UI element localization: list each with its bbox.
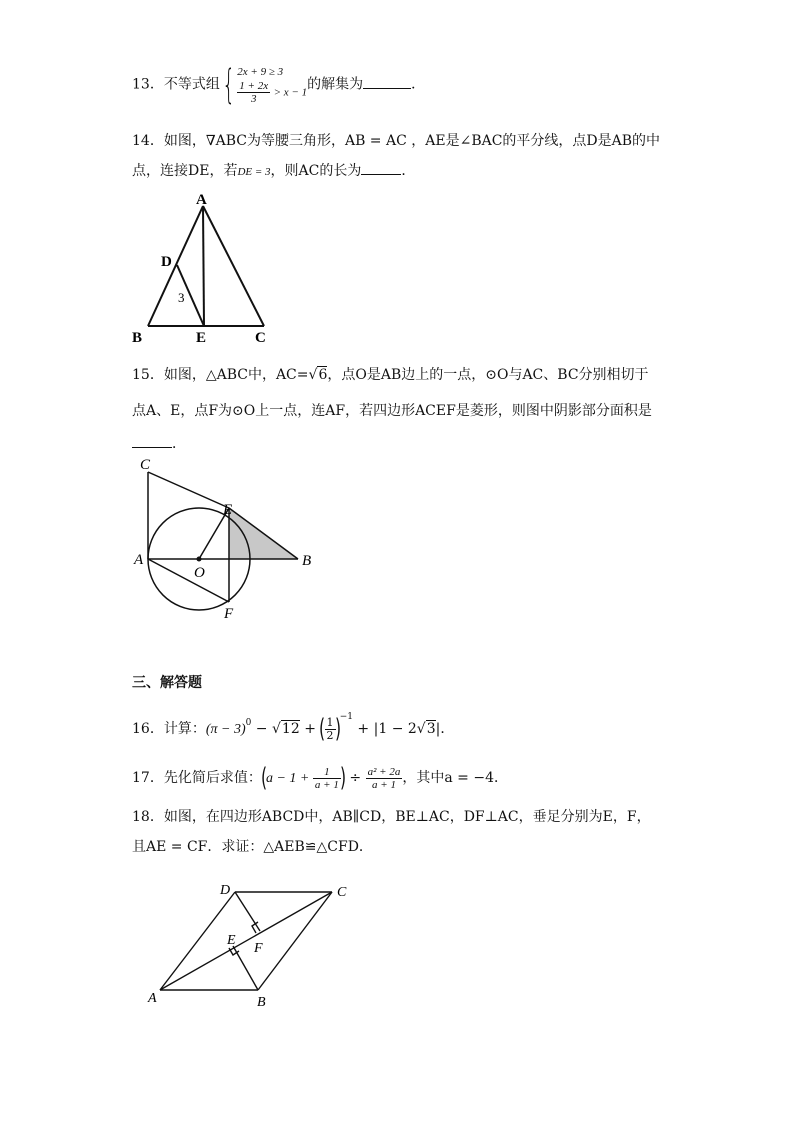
fraction-denominator: a + 1 <box>314 778 339 791</box>
question-14-line-2 <box>132 160 415 180</box>
label-F: F <box>254 941 263 956</box>
segment-CE <box>148 472 229 508</box>
q17-suffix: ，其中a = −4． <box>402 770 508 786</box>
fraction-denominator: 3 <box>250 93 257 105</box>
q16-abs-end: |． <box>435 721 455 737</box>
q16-term-1: (π − 3) <box>205 722 246 737</box>
fraction-numerator: a² + 2a <box>367 765 401 778</box>
label-F: F <box>224 606 234 622</box>
side-AC <box>203 206 264 326</box>
section-heading: 三、解答题 <box>132 675 202 691</box>
question-16 <box>132 712 454 744</box>
label-E: E <box>223 502 233 518</box>
label-A: A <box>134 552 144 568</box>
figure-q18-quadrilateral <box>140 874 360 1012</box>
q13-suffix: 的解集为 <box>307 76 364 93</box>
fraction-denominator: 2 <box>326 728 334 742</box>
left-paren: ( <box>319 714 326 744</box>
answer-blank-14[interactable] <box>361 162 401 175</box>
q13-number: 13． <box>132 76 164 93</box>
inequality-2-fraction <box>237 80 270 105</box>
q16-abs-start: + |1 − 2 <box>352 721 417 737</box>
label-length-3: 3 <box>178 290 185 305</box>
question-18-line-2: 且AE = CF．求证：△AEB≌△CFD． <box>132 839 373 855</box>
answer-blank-15[interactable] <box>132 435 172 448</box>
q17-divide: ÷ <box>344 770 366 786</box>
side-AB <box>148 206 203 326</box>
fraction-numerator: 1 <box>326 715 334 729</box>
right-paren: ) <box>334 714 341 744</box>
q16-fraction <box>325 717 336 742</box>
q16-minus: − <box>251 721 272 737</box>
label-D: D <box>220 883 231 898</box>
side-AD <box>160 892 235 990</box>
label-B: B <box>132 330 143 346</box>
label-E: E <box>196 330 207 346</box>
figure-q14-triangle <box>128 188 278 350</box>
q15-end: ． <box>172 436 186 452</box>
q14-end: ． <box>401 163 416 179</box>
question-15-line-1 <box>132 364 649 384</box>
q15-sqrt-value: 6 <box>318 367 328 383</box>
right-paren: ) <box>339 763 346 793</box>
q16-sqrt-12: 12 <box>281 721 300 737</box>
inequality-2-rest: > x − 1 <box>273 86 308 99</box>
q16-exponent-0: 0 <box>245 718 252 728</box>
q15-text-a: 15．如图，△ABC中，AC= <box>132 367 309 383</box>
sqrt-symbol: √ <box>308 367 318 383</box>
inequality-system <box>237 64 307 105</box>
q15-text-b: ，点O是AB边上的一点，⊙O与AC、BC分别相切于 <box>327 367 649 383</box>
fraction-numerator: 1 + 2x <box>239 80 269 92</box>
fraction-numerator: 1 <box>313 766 341 779</box>
left-paren: ( <box>260 763 267 793</box>
q13-prefix: 不等式组 <box>163 76 220 93</box>
question-15-line-2: 点A、E，点F为⊙O上一点，连AF，若四边形ACEF是菱形，则图中阴影部分面积是 <box>132 403 652 419</box>
label-A: A <box>196 192 207 208</box>
q16-exponent-neg1: −1 <box>339 712 353 722</box>
label-O: O <box>194 565 205 581</box>
segment-DF <box>235 892 260 931</box>
label-D: D <box>161 254 172 270</box>
question-18-line-1: 18．如图，在四边形ABCD中，AB∥CD，BE⊥AC，DF⊥AC，垂足分别为E，F， <box>132 809 651 825</box>
label-C: C <box>255 330 266 346</box>
q17-prefix: 17．先化简后求值： <box>132 770 262 786</box>
label-C: C <box>140 457 151 473</box>
sqrt-symbol: √ <box>272 721 281 737</box>
brace-symbol: { <box>222 61 235 108</box>
q13-end: ． <box>411 76 426 93</box>
sqrt-symbol: √ <box>416 721 426 737</box>
q17-fraction-2 <box>366 766 403 791</box>
segment-AF <box>148 559 229 602</box>
figure-q15-circle <box>128 452 328 624</box>
center-point-O <box>197 557 202 562</box>
label-A: A <box>148 991 157 1006</box>
q16-plus: + <box>299 721 321 737</box>
diagonal-AC <box>160 892 332 990</box>
q17-term: a − 1 + <box>265 771 313 786</box>
label-C: C <box>337 885 347 900</box>
label-E: E <box>227 933 236 948</box>
question-17 <box>132 763 508 793</box>
question-14-line-1: 14．如图，∇ABC为等腰三角形，AB = AC ，AE是∠BAC的平分线，点D是AB的中 <box>132 133 661 149</box>
q16-prefix: 16．计算： <box>132 721 206 737</box>
q14-text-a: 点，连接DE，若 <box>132 163 238 179</box>
q14-condition: DE = 3 <box>237 166 271 178</box>
q17-fraction-1 <box>313 766 341 791</box>
q14-text-c: ，则AC的长为 <box>270 163 362 179</box>
q16-sqrt-3: 3 <box>426 721 436 737</box>
fraction-denominator: a + 1 <box>372 778 396 791</box>
answer-blank-13[interactable] <box>363 76 411 89</box>
side-BC <box>258 892 332 990</box>
segment-AE <box>203 206 204 326</box>
label-B: B <box>302 553 312 569</box>
question-15-line-3 <box>132 433 186 453</box>
inequality-1: 2x + 9 ≥ 3 <box>237 66 284 78</box>
label-B: B <box>257 995 266 1010</box>
question-13 <box>132 61 426 108</box>
